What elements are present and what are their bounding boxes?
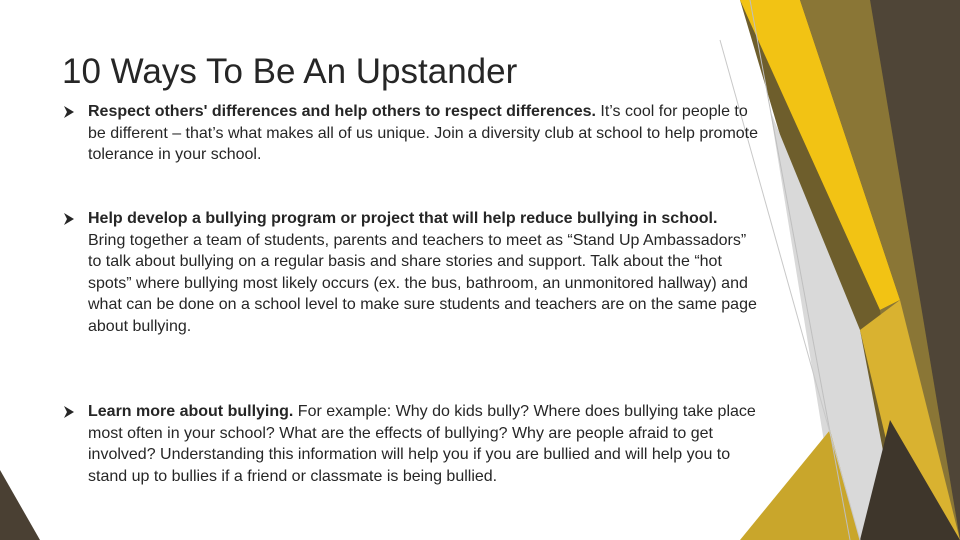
diamond-arrow-bullet-icon	[62, 212, 76, 226]
bullet-lead: Help develop a bullying program or project that will help reduce bullying in school.	[88, 210, 718, 227]
bullet-lead: Learn more about bullying.	[88, 403, 294, 420]
diamond-arrow-bullet-icon	[62, 105, 76, 119]
left-corner-shape	[0, 470, 40, 540]
bullet-lead: Respect others' differences and help others to respect differences.	[88, 103, 596, 120]
diamond-arrow-bullet-icon	[62, 405, 76, 419]
bullet-body: Bring together a team of students, parents and teachers to meet as “Stand Up Ambassadors” to talk about bullying on a regular basis and share stories and support. Talk about the “hot spots” where bullying most likely occurs (ex. the bus, bathroom, an unmonitored hallway) and what can be done on a school level to make sure students and teachers are on the same page about bullying.	[88, 231, 757, 335]
bullet-item	[62, 401, 758, 487]
bullet-item	[62, 101, 758, 166]
bullet-body: It’s cool for people to be different – that’s what makes all of us unique. Join a diversity club at school to help promote tolerance in your school.	[88, 103, 759, 164]
bullet-body: For example: Why do kids bully? Where does bullying take place most often in your school? What are the effects of bullying? Why are people afraid to get involved? Understanding this information will help you if you are bullied and will help you to stand up to bullies if a friend or classmate is being bullied.	[88, 403, 756, 485]
slide-title: 10 Ways To Be An Upstander	[62, 52, 518, 91]
bullet-item	[62, 208, 758, 338]
